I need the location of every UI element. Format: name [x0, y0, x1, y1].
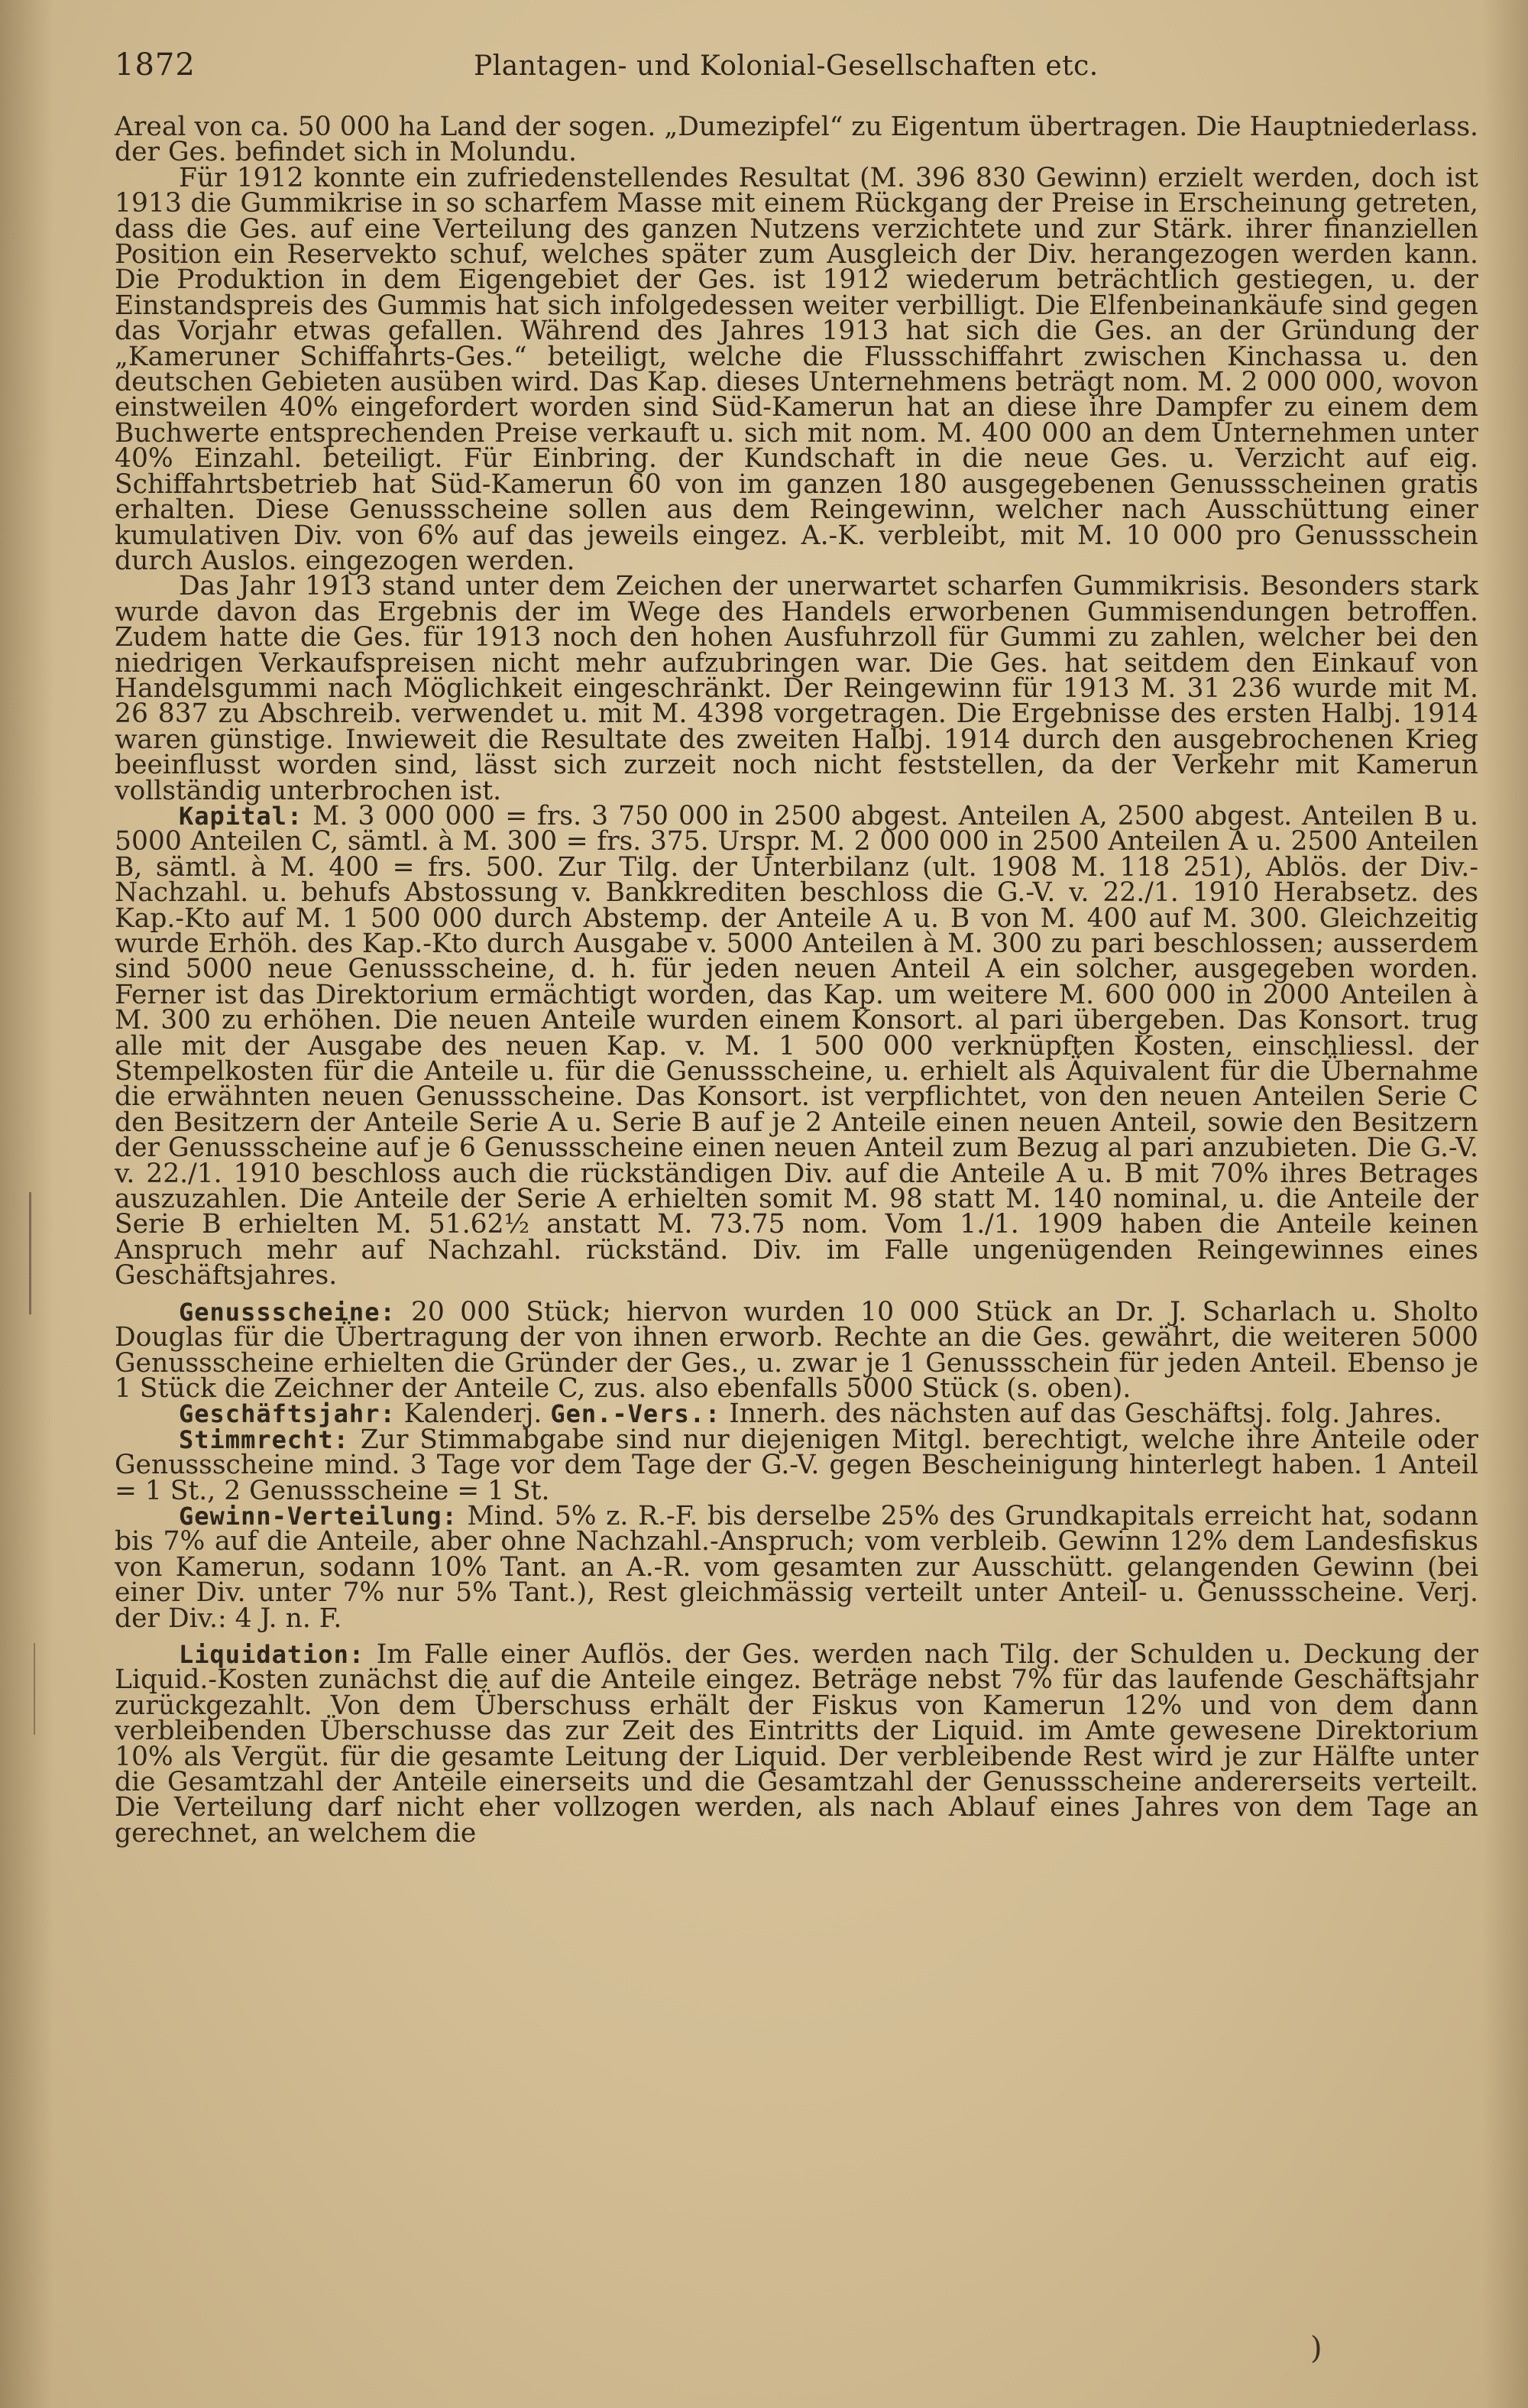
section-gewinn-verteilung — [115, 1500, 1478, 1634]
section-genussscheine — [115, 1296, 1478, 1404]
section-text-gen-vers: Innerh. des nächsten auf das Geschäftsj. folg. Jahres. — [720, 1398, 1442, 1430]
section-term-liquidation: Liquidation: — [179, 1639, 365, 1669]
section-stimmrecht — [115, 1424, 1478, 1506]
margin-pencil-mark — [34, 1643, 35, 1735]
section-geschaeftsjahr — [115, 1398, 1478, 1430]
paragraph-year-1913: Das Jahr 1913 stand unter dem Zeichen der unerwartet scharfen Gummikrisis. Besonders stark wurde davon das Ergebnis der im Wege des Handels erworbenen Gummisendungen betroffen. Zudem hatte die Ges. für 1913 noch den hohen Ausfuhrzoll für Gummi zu zahlen, welcher bei den niedrigen Verkaufspreisen nicht mehr aufzubringen war. Die Ges. hat seitdem den Einkauf von Handelsgummi nach Möglichkeit eingeschränkt. Der Reingewinn für 1913 M. 31 236 wurde mit M. 26 837 zu Abschreib. verwendet u. mit M. 4398 vorgetragen. Die Ergebnisse des ersten Halbj. 1914 waren günstige. Inwieweit die Resultate des zweiten Halbj. 1914 durch den ausgebrochenen Krieg beeinflusst worden sind, lässt sich zurzeit noch nicht feststellen, da der Verkehr mit Kamerun vollständig unterbrochen ist. — [115, 571, 1478, 806]
page-header — [115, 47, 1482, 93]
section-term-genussscheine: Genussscheine: — [179, 1297, 396, 1327]
margin-pencil-mark — [29, 1192, 31, 1314]
section-text-liquidation: Im Falle einer Auflös. der Ges. werden nach Tilg. der Schulden u. Deckung der Liquid.-Kosten zunächst die auf die Anteile eingez. Beträge nebst 7% für das laufende Geschäftsjahr zurückgezahlt. Von dem Überschuss erhält der Fiskus von Kamerun 12% und von dem dann verbleibenden Überschusse das zur Zeit des Eintritts der Liquid. im Amte gewesene Direktorium 10% als Vergüt. für die gesamte Leitung der Liquid. Der verbleibende Rest wird je zur Hälfte unter die Gesamtzahl der Anteile einerseits und die Gesamtzahl der Genussscheine andererseits verteilt. Die Verteilung darf nicht eher vollzogen werden, als nach Ablauf eines Jahres von dem Tage an gerechnet, an welchem die — [115, 1638, 1478, 1849]
section-text-stimmrecht: Zur Stimmabgabe sind nur diejenigen Mitgl. berechtigt, welche ihre Anteile oder Genussscheine mind. 3 Tage vor dem Tage der G.-V. gegen Bescheinigung hinterlegt haben. 1 Anteil = 1 St., 2 Genussscheine = 1 St. — [115, 1424, 1478, 1506]
paragraph-continuation: Areal von ca. 50 000 ha Land der sogen. „Dumezipfel“ zu Eigentum übertragen. Die Hauptniederlass. der Ges. befindet sich in Molundu. — [115, 112, 1478, 168]
section-term-kapital: Kapital: — [179, 801, 303, 831]
section-term-stimmrecht: Stimmrecht: — [179, 1424, 349, 1454]
section-text-genussscheine: 20 000 Stück; hiervon wurden 10 000 Stück an Dr. J. Scharlach u. Sholto Douglas für die Übertragung der von ihnen erworb. Rechte an die Ges. gewährt, die weiteren 5000 Genussscheine erhielten die Gründer der Ges., u. zwar je 1 Genussschein für jeden Anteil. Ebenso je 1 Stück die Zeichner der Anteile C, zus. also ebenfalls 5000 Stück (s. oben). — [115, 1296, 1478, 1404]
page-gutter-shadow — [0, 0, 53, 2408]
section-kapital — [115, 800, 1478, 1292]
section-text-geschaeftsjahr: Kalenderj. — [395, 1398, 551, 1430]
paragraph-results-1912: Für 1912 konnte ein zufriedenstellendes Resultat (M. 396 830 Gewinn) erzielt werden, doch ist 1913 die Gummikrise in so scharfem Masse mit einem Rückgang der Preise in Erscheinung getreten, dass die Ges. auf eine Verteilung des ganzen Nutzens verzichtete und zur Stärk. ihrer finanziellen Position ein Reservekto schuf, welches später zum Ausgleich der Div. herangezogen werden kann. Die Produktion in dem Eigengebiet der Ges. ist 1912 wiederum beträchtlich gestiegen, u. der Einstandspreis des Gummis hat sich infolgedessen weiter verbilligt. Die Elfenbeinankäufe sind gegen das Vorjahr etwas gefallen. Während des Jahres 1913 hat sich die Ges. an der Gründung der „Kameruner Schiffahrts-Ges.“ beteiligt, welche die Flussschiffahrt zwischen Kinchassa u. den deutschen Gebieten ausüben wird. Das Kap. dieses Unternehmens beträgt nom. M. 2 000 000, wovon einstweilen 40% eingefordert worden sind Süd-Kamerun hat an diese ihre Dampfer zu einem dem Buchwerte entsprechenden Preise verkauft u. sich mit nom. M. 400 000 an dem Unternehmen unter 40% Einzahl. beteiligt. Für Einbring. der Kundschaft in die neue Ges. u. Verzicht auf eig. Schiffahrtsbetrieb hat Süd-Kamerun 60 von im ganzen 180 ausgegebenen Genussscheinen gratis erhalten. Diese Genussscheine sollen aus dem Reingewinn, welcher nach Ausschüttung einer kumulativen Div. von 6% auf das jeweils eingez. A.-K. verbleibt, mit M. 10 000 pro Genussschein durch Auslos. eingezogen werden. — [115, 162, 1478, 576]
section-liquidation — [115, 1638, 1478, 1849]
page-number: 1872 — [115, 47, 196, 83]
section-text-kapital: M. 3 000 000 = frs. 3 750 000 in 2500 abgest. Anteilen A, 2500 abgest. Anteilen B u. 5000 Anteilen C, sämtl. à M. 300 = frs. 375. Urspr. M. 2 000 000 in 2500 Anteilen A u. 2500 Anteilen B, sämtl. à M. 400 = frs. 500. Zur Tilg. der Unterbilanz (ult. 1908 M. 118 251), Ablös. der Div.-Nachzahl. u. behufs Abstossung v. Bankkrediten beschloss die G.-V. v. 22./1. 1910 Herabsetz. des Kap.-Kto auf M. 1 500 000 durch Abstemp. der Anteile A u. B von M. 400 auf M. 300. Gleichzeitig wurde Erhöh. des Kap.-Kto durch Ausgabe v. 5000 Anteilen à M. 300 zu pari beschlossen; ausserdem sind 5000 neue Genussscheine, d. h. für jeden neuen Anteil A ein solcher, ausgegeben worden. Ferner ist das Direktorium ermächtigt worden, das Kap. um weitere M. 600 000 in 2000 Anteilen à M. 300 zu erhöhen. Die neuen Anteile wurden einem Konsort. al pari übergeben. Das Konsort. trug alle mit der Ausgabe des neuen Kap. v. M. 1 500 000 verknüpften Kosten, einschliessl. der Stempelkosten für die Anteile u. für die Genussscheine, u. erhielt als Äquivalent für die Übernahme die erwähnten neuen Genussscheine. Das Konsort. ist verpflichtet, von den neuen Anteilen Serie C den Besitzern der Anteile Serie A u. Serie B auf je 2 Anteile einen neuen Anteil, sowie den Besitzern der Genussscheine auf je 6 Genussscheine einen neuen Anteil zum Bezug al pari anzubieten. Die G.-V. v. 22./1. 1910 beschloss auch die rückständigen Div. auf die Anteile A u. B mit 70% ihres Betrages auszuzahlen. Die Anteile der Serie A erhielten somit M. 98 statt M. 140 nominal, u. die Anteile der Serie B erhielten M. 51.62½ anstatt M. 73.75 nom. Vom 1./1. 1909 haben die Anteile keinen Anspruch mehr auf Nachzahl. rückständ. Div. im Falle ungenügenden Reingewinnes eines Geschäftsjahres. — [115, 800, 1478, 1292]
pencil-paren-mark: ) — [1310, 2331, 1322, 2366]
body-text — [115, 112, 1478, 1849]
running-title: Plantagen- und Kolonial-Gesellschaften etc. — [474, 50, 1099, 82]
section-term-gewinn-verteilung: Gewinn-Verteilung: — [179, 1501, 458, 1531]
section-term-geschaeftsjahr: Geschäftsjahr: — [179, 1399, 396, 1429]
page-edge-shadow — [1482, 0, 1528, 2408]
section-term-gen-vers: Gen.-Vers.: — [550, 1399, 721, 1429]
section-text-gewinn-verteilung: Mind. 5% z. R.-F. bis derselbe 25% des Grundkapitals erreicht hat, sodann bis 7% auf die Anteile, aber ohne Nachzahl.-Anspruch; vom verbleib. Gewinn 12% dem Landesfiskus von Kamerun, sodann 10% Tant. an A.-R. vom gesamten zur Ausschütt. gelangenden Gewinn (bei einer Div. unter 7% nur 5% Tant.), Rest gleichmässig verteilt unter Anteil- u. Genussscheine. Verj. der Div.: 4 J. n. F. — [115, 1500, 1478, 1634]
